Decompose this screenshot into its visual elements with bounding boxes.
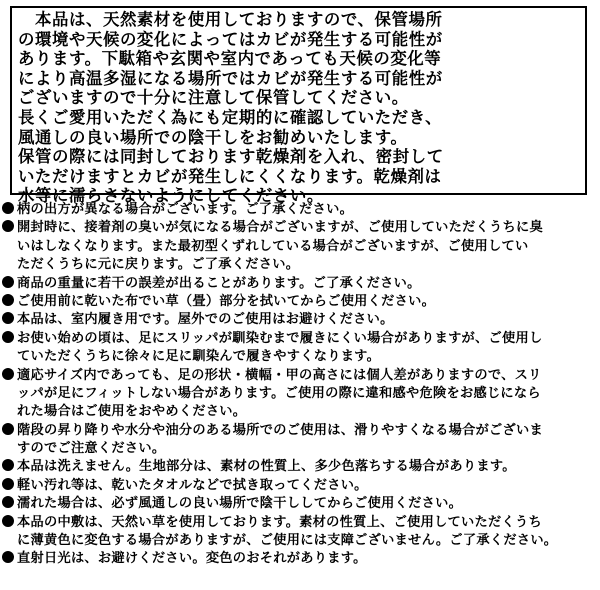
caution-text: 階段の昇り降りや水分や油分のある場所でのご使用は、滑りやすくなる場合がございま [17, 422, 544, 438]
caution-text: お使い始めの頃は、足にスリッパが馴染むまで履きにくい場合がありますが、ご使用し [17, 330, 543, 346]
bullet-icon [2, 459, 14, 471]
caution-text: いはしなくなります。また最初型くずれしている場合がございますが、ご使用してい [17, 238, 529, 254]
caution-item [2, 293, 596, 311]
caution-item [2, 514, 596, 551]
notice-line: いただけますとカビが発生しにくくなります。乾燥剤は [18, 166, 442, 186]
bullet-icon [2, 478, 14, 490]
notice-line: 長くご愛用いただく為にも定期的に確認していただき、 [18, 107, 443, 127]
notice-line: 保管の際には同封しております乾燥剤を入れ、密封して [18, 147, 444, 167]
caution-item [2, 458, 596, 476]
bullet-icon [2, 312, 14, 324]
bullet-icon [2, 331, 14, 343]
notice-line: 風通しの良い場所での陰干しをお勧めいたします。 [18, 127, 408, 147]
caution-text: 本品は、室内履き用です。屋外でのご使用はお避けください。 [17, 312, 394, 328]
caution-item [2, 477, 596, 495]
bullet-icon [2, 276, 14, 288]
notice-line: ございますので十分に注意して保管してください。 [18, 88, 409, 108]
notice-line: 本品は、天然素材を使用しておりますので、保管場所 [18, 10, 443, 29]
caution-text: 商品の重量に若干の誤差が出ることがあります。ご了承ください。 [17, 275, 421, 291]
notice-line: の環境や天候の変化によってはカビが発生する可能性が [18, 29, 443, 49]
caution-item [2, 330, 596, 367]
caution-text: 本品の中敷は、天然い草を使用しております。素材の性質上、ご使用していただくうち [17, 514, 542, 530]
caution-text: 濡れた場合は、必ず風通しの良い場所で陰干ししてからご使用ください。 [17, 496, 463, 512]
bullet-icon [2, 496, 14, 508]
caution-item [2, 367, 596, 422]
caution-text: ご使用前に乾いた布でい草（畳）部分を拭いてからご使用ください。 [17, 293, 436, 309]
caution-text: すのでご注意ください。 [17, 441, 166, 457]
storage-notice-box [10, 6, 587, 206]
caution-text: 本品は洗えません。生地部分は、素材の性質上、多少色落ちする場合があります。 [17, 459, 516, 475]
caution-text: ッパが足にフィットしない場合があります。ご使用の際に違和感や危険をお感じになら [17, 385, 541, 401]
caution-item [2, 422, 596, 459]
notice-line: により高温多湿になる場所ではカビが発生する可能性が [18, 68, 443, 88]
caution-item [2, 311, 596, 329]
caution-text: 適応サイズ内であっても、足の形状・横幅・甲の高さには個人差がありますので、スリ [17, 367, 542, 383]
caution-text: ていただくうちに徐々に足に馴染んで履きやすくなります。 [17, 349, 381, 365]
caution-text: 柄の出方が異なる場合がございます。ご了承ください。 [17, 202, 354, 217]
caution-text: ただくうちに元に戻ります。ご了承ください。 [17, 257, 300, 273]
caution-item [2, 219, 596, 274]
bullet-icon [2, 294, 14, 306]
caution-text: に薄黄色に変色する場合がありますが、ご使用には支障ございません。ご了承ください。 [17, 533, 558, 549]
caution-item [2, 201, 596, 219]
bullet-icon [2, 551, 14, 563]
caution-item [2, 550, 596, 568]
caution-item [2, 275, 596, 293]
caution-text: 軽い汚れ等は、乾いたタオルなどで拭き取ってください。 [17, 477, 368, 493]
caution-text: れた場合はご使用をおやめください。 [17, 404, 247, 420]
caution-item [2, 495, 596, 513]
bullet-icon [2, 515, 14, 527]
bullet-icon [2, 368, 14, 380]
caution-text: 直射日光は、お避けください。変色のおそれがあります。 [17, 551, 367, 567]
notice-line: あります。下駄箱や玄関や室内であっても天候の変化等 [18, 49, 442, 69]
bullet-icon [2, 423, 14, 435]
bullet-icon [2, 220, 14, 232]
bullet-icon [2, 202, 14, 214]
notice-line: 水等に濡らさないようにしてください。 [18, 186, 324, 206]
caution-list [2, 201, 596, 569]
caution-text: 開封時に、接着剤の臭いが気になる場合がございますが、ご使用していただくうちに臭 [17, 220, 544, 236]
